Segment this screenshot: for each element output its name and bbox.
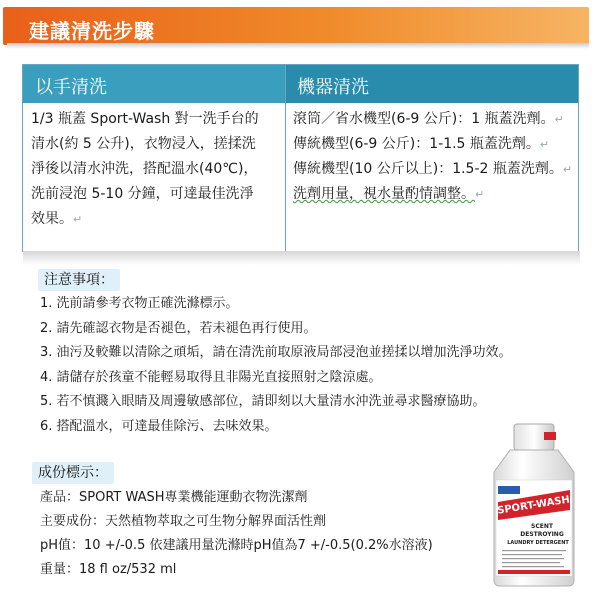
notes-item: 1. 洗前請參考衣物正確洗滌標示。 xyxy=(40,296,239,311)
hand-wash-heading: 以手清洗 xyxy=(35,77,107,98)
hand-line: 清水(約 5 公升)，衣物浸入，搓揉洗 xyxy=(31,136,256,152)
return-mark-icon: ↵ xyxy=(73,213,83,226)
notes-item: 3. 油污及較難以清除之頑垢，請在清洗前取原液局部浸泡並搓揉以增加洗淨功效。 xyxy=(40,345,512,360)
wash-table-header xyxy=(23,65,578,103)
machine-line: 洗劑用量，視水量酌情調整。 xyxy=(293,186,475,202)
notes-title: 注意事項： xyxy=(38,269,120,291)
notes-list xyxy=(40,294,600,441)
hand-line: 洗前浸泡 5-10 分鐘，可達最佳洗淨 xyxy=(31,186,254,202)
wash-table-body xyxy=(23,103,578,251)
spec-list xyxy=(40,488,433,584)
spec-product: 產品：SPORT WASH專業機能運動衣物洗潔劑 xyxy=(40,490,308,505)
machine-wash-cell xyxy=(293,107,577,207)
return-mark-icon: ↵ xyxy=(539,138,550,151)
return-mark-icon: ↵ xyxy=(475,188,485,201)
notes-item: 5. 若不慎濺入眼睛及周邊敏感部位，請即刻以大量清水沖洗並尋求醫療協助。 xyxy=(40,394,486,409)
return-mark-icon: ↵ xyxy=(554,113,564,126)
spec-ph: pH值：10 +/-0.5 依建議用量洗滌時pH值為7 +/-0.5(0.2%水溶液) xyxy=(40,538,433,553)
hand-line: 淨後以清水沖洗，搭配溫水(40℃)， xyxy=(31,161,258,177)
section-banner xyxy=(3,3,589,45)
bottle-line2: DESTROYING xyxy=(520,531,564,538)
bottle-brand-text: SPORT-WASH xyxy=(496,494,571,517)
hand-line: 1/3 瓶蓋 Sport-Wash 對一洗手台的 xyxy=(31,111,259,127)
machine-line: 傳統機型(10 公斤以上)：1.5-2 瓶蓋洗劑。 xyxy=(293,161,563,177)
wash-table xyxy=(22,64,579,252)
column-divider xyxy=(285,65,286,251)
hand-line: 效果。 xyxy=(31,211,73,227)
spec-title: 成份標示： xyxy=(32,462,114,484)
bottle-line1: SCENT xyxy=(531,523,553,530)
notes-item: 4. 請儲存於孩童不能輕易取得且非陽光直接照射之陰涼處。 xyxy=(40,369,382,385)
bottle-line3: LAUNDRY DETERGENT xyxy=(507,540,569,546)
machine-line: 滾筒／省水機型(6-9 公斤)：1 瓶蓋洗劑。 xyxy=(293,111,555,127)
product-bottle-image xyxy=(488,420,580,590)
page-title: 建議清洗步驟 xyxy=(29,19,155,43)
machine-wash-heading: 機器清洗 xyxy=(297,77,369,98)
notes-item: 6. 搭配溫水，可達最佳除污、去味效果。 xyxy=(40,418,278,434)
spec-weight: 重量：18 fl oz/532 ml xyxy=(40,562,177,577)
table-shadow xyxy=(23,251,580,265)
machine-line: 傳統機型(6-9 公斤)：1-1.5 瓶蓋洗劑。 xyxy=(293,136,540,152)
return-mark-icon: ↵ xyxy=(562,163,573,176)
hand-wash-cell xyxy=(31,107,281,232)
spec-ingredient: 主要成份：天然植物萃取之可生物分解界面活性劑 xyxy=(40,514,327,529)
notes-item: 2. 請先確認衣物是否褪色，若未褪色再行使用。 xyxy=(40,320,317,336)
